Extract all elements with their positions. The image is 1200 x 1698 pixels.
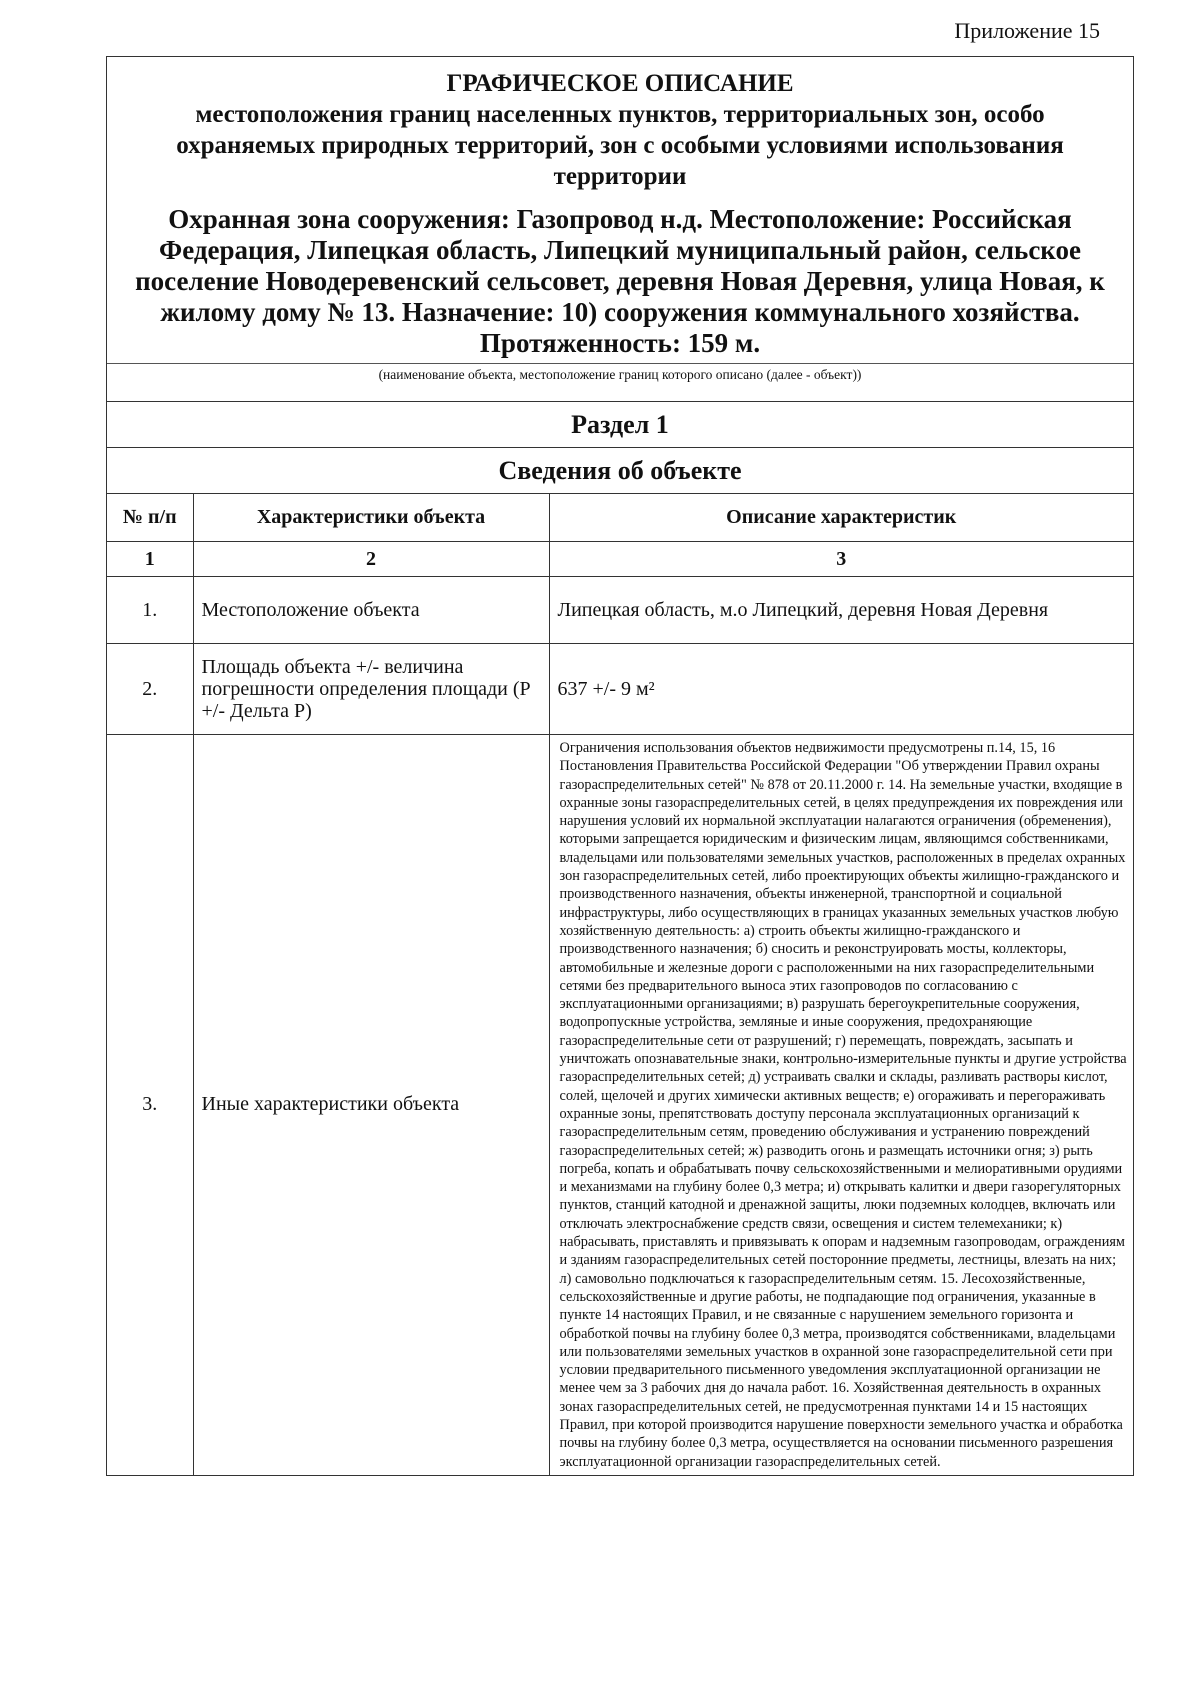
document-frame — [106, 56, 1134, 1476]
table-header-row — [107, 494, 1133, 542]
row-description: 637 +/- 9 м² — [549, 644, 1133, 735]
row-characteristic: Площадь объекта +/- величина погрешности определения площади (Р +/- Дельта Р) — [193, 644, 549, 735]
table-row — [107, 644, 1133, 735]
object-description: Охранная зона сооружения: Газопровод н.д. Местоположение: Российская Федерация, Липецкая область, Липецкий муниципальный район, сельское поселение Новодеревенский сельсовет, деревня Новая Деревня, улица Новая, к жилому дому № 13. Назначение: 10) сооружения коммунального хозяйства. Протяженность: 159 м. — [135, 204, 1105, 358]
column-number: 1 — [107, 542, 193, 577]
object-caption: (наименование объекта, местоположение границ которого описано (далее - объект)) — [107, 363, 1133, 401]
column-number-row — [107, 542, 1133, 577]
section-title: Раздел 1 — [107, 401, 1133, 447]
column-header-number: № п/п — [107, 494, 193, 542]
table-row — [107, 577, 1133, 644]
table-row — [107, 735, 1133, 1475]
column-number: 2 — [193, 542, 549, 577]
row-characteristic: Местоположение объекта — [193, 577, 549, 644]
row-number: 1. — [107, 577, 193, 644]
document-header — [107, 57, 1133, 363]
row-description: Липецкая область, м.о Липецкий, деревня Новая Деревня — [549, 577, 1133, 644]
row-number: 2. — [107, 644, 193, 735]
appendix-label: Приложение 15 — [954, 18, 1100, 43]
row-characteristic: Иные характеристики объекта — [193, 735, 549, 1475]
row-number: 3. — [107, 735, 193, 1475]
section-subtitle: Сведения об объекте — [107, 447, 1133, 493]
document-title: ГРАФИЧЕСКОЕ ОПИСАНИЕ — [446, 70, 794, 97]
document-subtitle: местоположения границ населенных пунктов, территориальных зон, особо охраняемых природных территорий, зон с особыми условиями использования территории — [176, 101, 1064, 190]
column-header-characteristic: Характеристики объекта — [193, 494, 549, 542]
row-description: Ограничения использования объектов недвижимости предусмотрены п.14, 15, 16 Постановления Правительства Российской Федерации "Об утверждении Правил охраны газораспределительных сетей" № 878 от 20.11.2000 г. 14. На земельные участки, входящие в охранные зоны газораспределительных сетей, в целях предупреждения их повреждения или нарушения условий их нормальной эксплуатации налагаются ограничения (обременения), которыми запрещается юридическим и физическим лицам, являющимся собственниками, владельцами или пользователями земельных участков, расположенных в пределах охранных зон газораспределительных сетей, либо проектирующих объекты жилищно-гражданского и производственного назначения, объекты инженерной, транспортной и социальной инфраструктуры, либо осуществляющих в границах указанных земельных участков любую хозяйственную деятельность: а) строить объекты жилищно-гражданского и производственного назначения; б) сносить и реконструировать мосты, коллекторы, автомобильные и железные дороги с расположенными на них газораспределительными сетями без предварительного выноса этих газопроводов по согласованию с эксплуатационными организациями; в) разрушать берегоукрепительные сооружения, водопропускные устройства, земляные и иные сооружения, предохраняющие газораспределительные сети от разрушений; г) перемещать, повреждать, засыпать и уничтожать опознавательные знаки, контрольно-измерительные пункты и другие устройства газораспределительных сетей; д) устраивать свалки и склады, разливать растворы кислот, солей, щелочей и других химически активных веществ; е) огораживать и перегораживать охранные зоны, препятствовать доступу персонала эксплуатационных организаций к газораспределительным сетям, проведению обслуживания и устранению повреждений газораспределительных сетей; ж) разводить огонь и размещать источники огня; з) рыть погреба, копать и обрабатывать почву сельскохозяйственными и мелиоративными орудиями и механизмами на глубину более 0,3 метра; и) открывать калитки и двери газорегуляторных пунктов, станций катодной и дренажной защиты, люки подземных колодцев, включать или отключать электроснабжение средств связи, освещения и систем телемеханики; к) набрасывать, приставлять и привязывать к опорам и надземным газопроводам, ограждениям и зданиям газораспределительных сетей посторонние предметы, лестницы, влезать на них; л) самовольно подключаться к газораспределительным сетям. 15. Лесохозяйственные, сельскохозяйственные и другие работы, не подпадающие под ограничения, указанные в пункте 14 настоящих Правил, и не связанные с нарушением земельного горизонта и обработкой почвы на глубину более 0,3 метра, производятся собственниками, владельцами или пользователями земельных участков в охранной зоне газораспределительной сети при условии предварительного письменного уведомления эксплуатационной организации не менее чем за 3 рабочих дня до начала работ. 16. Хозяйственная деятельность в охранных зонах газораспределительных сетей, не предусмотренная пунктами 14 и 15 настоящих Правил, при которой производится нарушение поверхности земельного участка и обработка почвы на глубину более 0,3 метра, осуществляется на основании письменного разрешения эксплуатационной организации газораспределительных сетей. — [549, 735, 1133, 1475]
column-header-description: Описание характеристик — [549, 494, 1133, 542]
column-number: 3 — [549, 542, 1133, 577]
object-info-table — [107, 493, 1133, 1475]
